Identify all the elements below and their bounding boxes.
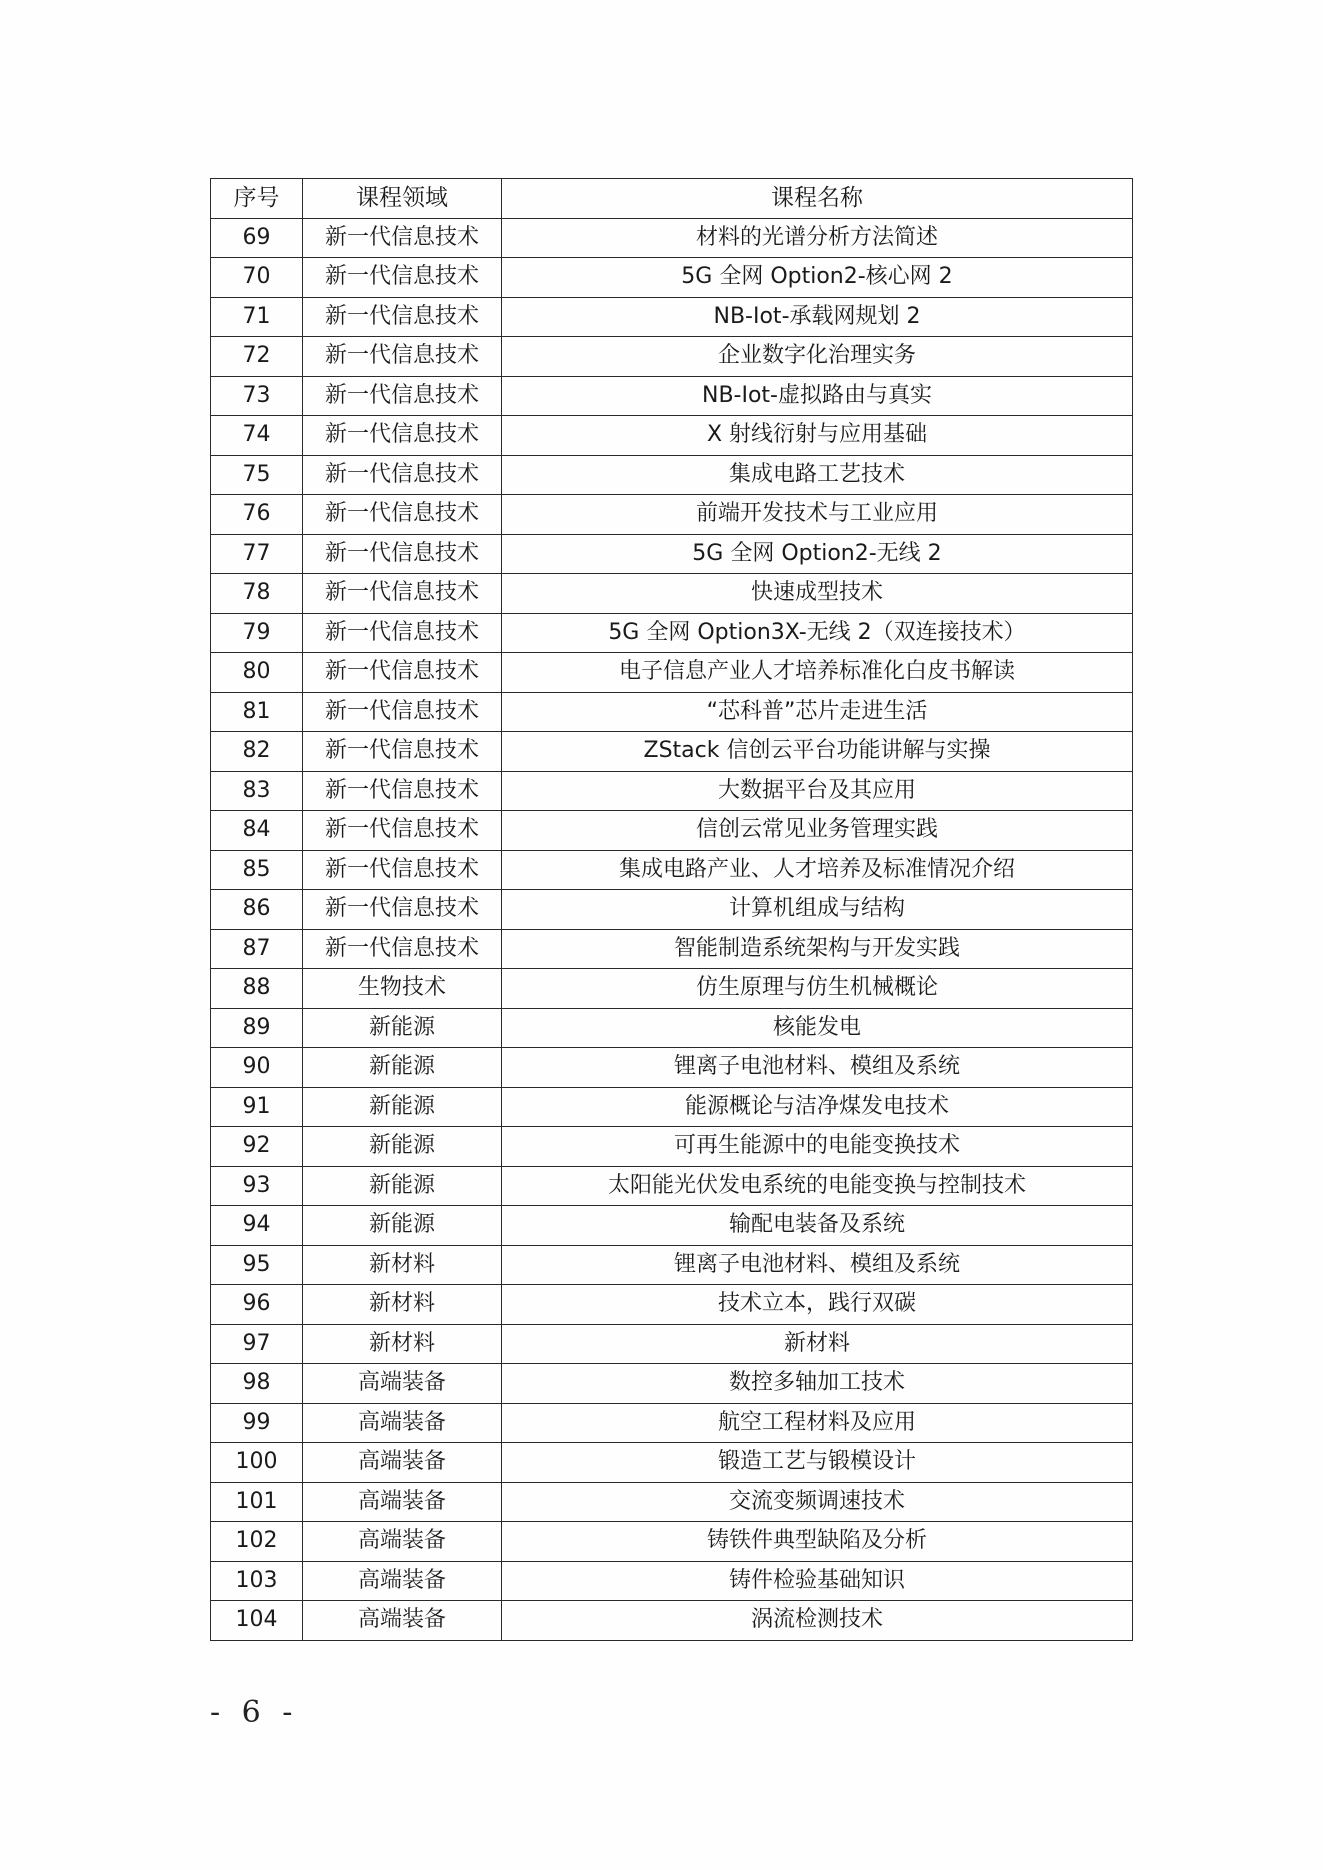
cell-serial-number: 83: [211, 771, 303, 811]
table-row: [211, 1482, 1133, 1522]
table-body: [211, 218, 1133, 1640]
table-row: [211, 1522, 1133, 1562]
cell-course-name: NB-Iot-虚拟路由与真实: [502, 376, 1133, 416]
table-row: [211, 1324, 1133, 1364]
cell-serial-number: 90: [211, 1048, 303, 1088]
cell-course-field: 新一代信息技术: [303, 376, 502, 416]
page-number: - 6 -: [210, 1695, 299, 1730]
cell-course-name: 能源概论与洁净煤发电技术: [502, 1087, 1133, 1127]
table-row: [211, 1601, 1133, 1641]
cell-course-field: 新一代信息技术: [303, 771, 502, 811]
cell-course-field: 新一代信息技术: [303, 258, 502, 298]
cell-serial-number: 99: [211, 1403, 303, 1443]
cell-course-name: 新材料: [502, 1324, 1133, 1364]
cell-course-field: 高端装备: [303, 1364, 502, 1404]
cell-course-name: 企业数字化治理实务: [502, 337, 1133, 377]
cell-course-name: “芯科普”芯片走进生活: [502, 692, 1133, 732]
cell-serial-number: 93: [211, 1166, 303, 1206]
cell-course-field: 新能源: [303, 1206, 502, 1246]
cell-course-field: 新一代信息技术: [303, 850, 502, 890]
table-header-row: [211, 179, 1133, 219]
cell-course-field: 新一代信息技术: [303, 929, 502, 969]
table-row: [211, 297, 1133, 337]
header-course-field: 课程领域: [303, 179, 502, 219]
cell-serial-number: 94: [211, 1206, 303, 1246]
cell-course-field: 新一代信息技术: [303, 416, 502, 456]
cell-course-name: 交流变频调速技术: [502, 1482, 1133, 1522]
cell-serial-number: 98: [211, 1364, 303, 1404]
cell-serial-number: 74: [211, 416, 303, 456]
cell-course-name: 前端开发技术与工业应用: [502, 495, 1133, 535]
cell-serial-number: 95: [211, 1245, 303, 1285]
cell-course-name: 航空工程材料及应用: [502, 1403, 1133, 1443]
table-row: [211, 929, 1133, 969]
cell-course-name: 5G 全网 Option2-核心网 2: [502, 258, 1133, 298]
table-row: [211, 1127, 1133, 1167]
cell-serial-number: 78: [211, 574, 303, 614]
cell-course-field: 新能源: [303, 1008, 502, 1048]
cell-course-name: 电子信息产业人才培养标准化白皮书解读: [502, 653, 1133, 693]
table-row: [211, 1048, 1133, 1088]
cell-course-name: 仿生原理与仿生机械概论: [502, 969, 1133, 1009]
table-row: [211, 969, 1133, 1009]
cell-course-field: 新一代信息技术: [303, 732, 502, 772]
cell-serial-number: 81: [211, 692, 303, 732]
table-row: [211, 1403, 1133, 1443]
cell-course-field: 新一代信息技术: [303, 534, 502, 574]
cell-course-name: 5G 全网 Option2-无线 2: [502, 534, 1133, 574]
table-row: [211, 850, 1133, 890]
cell-serial-number: 85: [211, 850, 303, 890]
cell-course-field: 新一代信息技术: [303, 890, 502, 930]
cell-course-name: 智能制造系统架构与开发实践: [502, 929, 1133, 969]
table-row: [211, 376, 1133, 416]
cell-course-field: 高端装备: [303, 1403, 502, 1443]
cell-course-field: 新材料: [303, 1245, 502, 1285]
cell-course-field: 高端装备: [303, 1601, 502, 1641]
cell-course-name: 数控多轴加工技术: [502, 1364, 1133, 1404]
cell-course-field: 新能源: [303, 1166, 502, 1206]
cell-course-name: 核能发电: [502, 1008, 1133, 1048]
cell-course-field: 新一代信息技术: [303, 653, 502, 693]
cell-course-field: 新能源: [303, 1127, 502, 1167]
table-row: [211, 574, 1133, 614]
cell-serial-number: 82: [211, 732, 303, 772]
cell-course-name: 输配电装备及系统: [502, 1206, 1133, 1246]
cell-course-name: 可再生能源中的电能变换技术: [502, 1127, 1133, 1167]
cell-course-name: 快速成型技术: [502, 574, 1133, 614]
cell-course-field: 新一代信息技术: [303, 692, 502, 732]
cell-course-field: 新能源: [303, 1087, 502, 1127]
table-row: [211, 692, 1133, 732]
cell-course-name: 材料的光谱分析方法简述: [502, 218, 1133, 258]
cell-course-name: 涡流检测技术: [502, 1601, 1133, 1641]
cell-serial-number: 101: [211, 1482, 303, 1522]
cell-course-field: 生物技术: [303, 969, 502, 1009]
cell-serial-number: 84: [211, 811, 303, 851]
cell-course-field: 新一代信息技术: [303, 297, 502, 337]
cell-course-field: 新一代信息技术: [303, 218, 502, 258]
table-row: [211, 1245, 1133, 1285]
cell-course-field: 新一代信息技术: [303, 574, 502, 614]
cell-course-field: 新一代信息技术: [303, 613, 502, 653]
cell-course-name: 技术立本，践行双碳: [502, 1285, 1133, 1325]
table-row: [211, 811, 1133, 851]
cell-course-name: 锂离子电池材料、模组及系统: [502, 1245, 1133, 1285]
cell-serial-number: 72: [211, 337, 303, 377]
cell-course-field: 新一代信息技术: [303, 495, 502, 535]
cell-course-field: 高端装备: [303, 1482, 502, 1522]
cell-course-name: 计算机组成与结构: [502, 890, 1133, 930]
cell-serial-number: 79: [211, 613, 303, 653]
table-row: [211, 258, 1133, 298]
cell-serial-number: 88: [211, 969, 303, 1009]
cell-course-field: 新材料: [303, 1324, 502, 1364]
cell-course-name: NB-Iot-承载网规划 2: [502, 297, 1133, 337]
cell-course-name: 信创云常见业务管理实践: [502, 811, 1133, 851]
table-row: [211, 1443, 1133, 1483]
table-row: [211, 337, 1133, 377]
course-table: [210, 178, 1133, 1641]
cell-serial-number: 100: [211, 1443, 303, 1483]
cell-course-name: 铸铁件典型缺陷及分析: [502, 1522, 1133, 1562]
cell-course-field: 高端装备: [303, 1522, 502, 1562]
table-row: [211, 890, 1133, 930]
header-serial-number: 序号: [211, 179, 303, 219]
cell-course-field: 高端装备: [303, 1443, 502, 1483]
cell-serial-number: 75: [211, 455, 303, 495]
table-row: [211, 1364, 1133, 1404]
table-row: [211, 1166, 1133, 1206]
header-course-name: 课程名称: [502, 179, 1133, 219]
table-row: [211, 1561, 1133, 1601]
cell-serial-number: 89: [211, 1008, 303, 1048]
cell-serial-number: 76: [211, 495, 303, 535]
cell-serial-number: 70: [211, 258, 303, 298]
cell-course-field: 新一代信息技术: [303, 811, 502, 851]
cell-serial-number: 97: [211, 1324, 303, 1364]
cell-course-name: 5G 全网 Option3X-无线 2（双连接技术）: [502, 613, 1133, 653]
cell-serial-number: 92: [211, 1127, 303, 1167]
cell-serial-number: 102: [211, 1522, 303, 1562]
table-row: [211, 416, 1133, 456]
cell-course-field: 新材料: [303, 1285, 502, 1325]
table-row: [211, 495, 1133, 535]
table-row: [211, 1008, 1133, 1048]
cell-serial-number: 103: [211, 1561, 303, 1601]
cell-course-name: 太阳能光伏发电系统的电能变换与控制技术: [502, 1166, 1133, 1206]
table-row: [211, 534, 1133, 574]
cell-serial-number: 87: [211, 929, 303, 969]
cell-course-name: 锂离子电池材料、模组及系统: [502, 1048, 1133, 1088]
cell-course-field: 高端装备: [303, 1561, 502, 1601]
table-row: [211, 732, 1133, 772]
cell-course-name: ZStack 信创云平台功能讲解与实操: [502, 732, 1133, 772]
cell-serial-number: 86: [211, 890, 303, 930]
cell-serial-number: 96: [211, 1285, 303, 1325]
cell-course-name: 铸件检验基础知识: [502, 1561, 1133, 1601]
cell-serial-number: 77: [211, 534, 303, 574]
table-row: [211, 455, 1133, 495]
cell-serial-number: 104: [211, 1601, 303, 1641]
cell-serial-number: 69: [211, 218, 303, 258]
cell-serial-number: 80: [211, 653, 303, 693]
cell-course-name: 集成电路产业、人才培养及标准情况介绍: [502, 850, 1133, 890]
cell-course-name: X 射线衍射与应用基础: [502, 416, 1133, 456]
cell-serial-number: 71: [211, 297, 303, 337]
cell-course-name: 大数据平台及其应用: [502, 771, 1133, 811]
cell-serial-number: 91: [211, 1087, 303, 1127]
table-row: [211, 613, 1133, 653]
table-row: [211, 1206, 1133, 1246]
table-row: [211, 771, 1133, 811]
table-row: [211, 1087, 1133, 1127]
cell-course-field: 新一代信息技术: [303, 337, 502, 377]
cell-serial-number: 73: [211, 376, 303, 416]
cell-course-field: 新一代信息技术: [303, 455, 502, 495]
table-row: [211, 218, 1133, 258]
cell-course-field: 新能源: [303, 1048, 502, 1088]
table-row: [211, 1285, 1133, 1325]
cell-course-name: 锻造工艺与锻模设计: [502, 1443, 1133, 1483]
table-row: [211, 653, 1133, 693]
cell-course-name: 集成电路工艺技术: [502, 455, 1133, 495]
